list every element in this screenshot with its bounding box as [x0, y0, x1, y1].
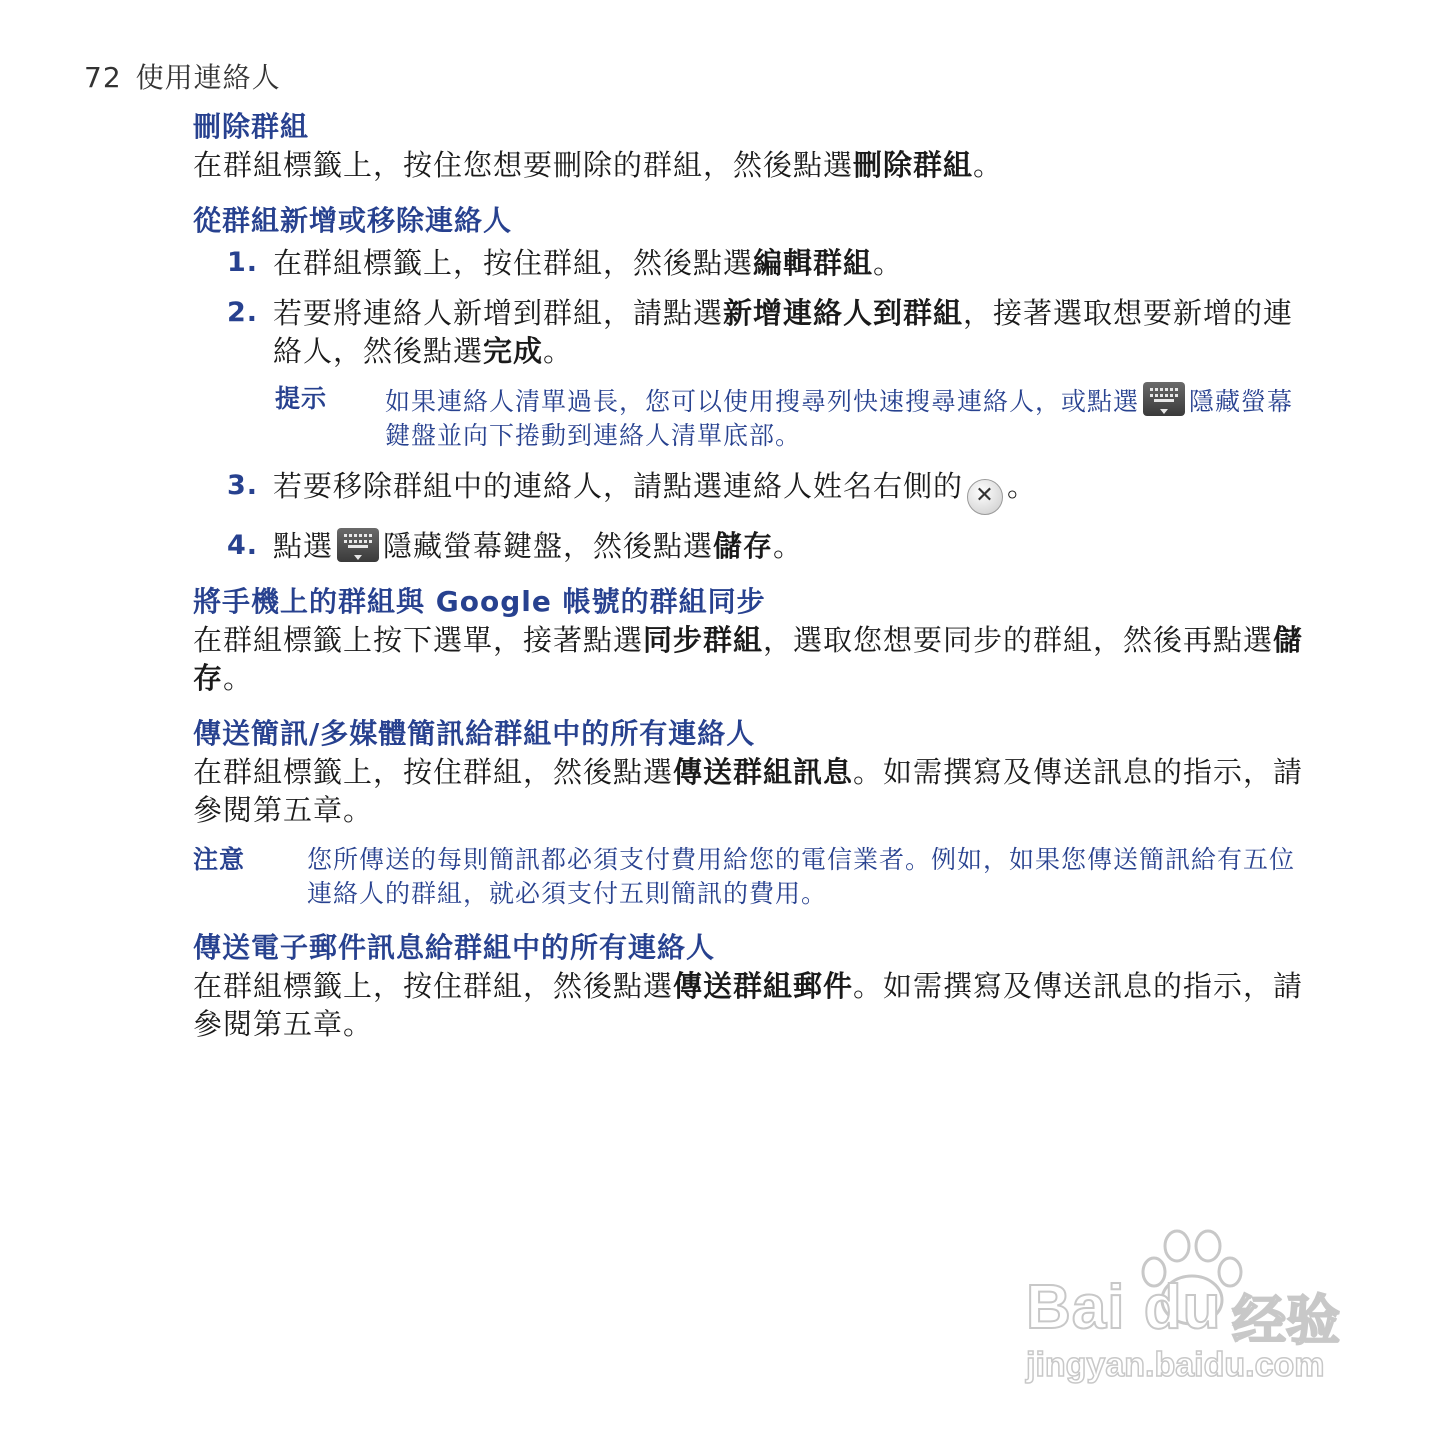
step-number: 2. [227, 297, 259, 328]
step-item [193, 244, 1305, 282]
section-heading: 傳送電子郵件訊息給群組中的所有連絡人 [193, 931, 716, 964]
text: 隱藏螢幕鍵盤，然後點選 [383, 529, 714, 563]
text: 在群組標籤上，按住群組，然後點選 [193, 969, 674, 1003]
step-number: 3. [227, 470, 259, 501]
bold-text: 同步群組 [643, 623, 764, 657]
bold-text: 儲存 [713, 529, 774, 563]
text: 點選 [273, 529, 334, 563]
tip-text: 如果連絡人清單過長，您可以使用搜尋列快速搜尋連絡人，或點選 [385, 387, 1140, 416]
note-text: 您所傳送的每則簡訊都必須支付費用給您的電信業者。例如，如果您傳送簡訊給有五位連絡人的群組，就必須支付五則簡訊的費用。 [307, 845, 1296, 908]
document-body [193, 108, 1305, 1061]
tip-label: 提示 [275, 384, 328, 413]
page-header [84, 56, 281, 96]
section-send-sms [193, 715, 1305, 911]
remove-x-icon: ✕ [967, 479, 1003, 515]
section-heading: 將手機上的群組與 Google 帳號的群組同步 [193, 585, 766, 618]
steps-list [193, 244, 1305, 565]
section-sync-google [193, 583, 1305, 697]
bold-text: 刪除群組 [853, 148, 974, 182]
section-heading: 從群組新增或移除連絡人 [193, 204, 513, 237]
text: 。如需撰寫及傳送訊息的指示，請參閱第五章。 [193, 755, 1304, 827]
bold-text: 編輯群組 [753, 246, 874, 280]
bold-text: 完成 [483, 334, 544, 368]
paragraph [193, 621, 1305, 697]
baidu-watermark [1022, 1222, 1362, 1392]
bold-text: 傳送群組訊息 [673, 755, 854, 789]
text: 在群組標籤上，按住群組，然後點選 [193, 755, 674, 789]
watermark-brand: Bai du [1026, 1273, 1222, 1342]
text: ，接著選取想要新增的連絡人，然後點選 [273, 296, 1294, 368]
paragraph [193, 146, 1305, 184]
text: 。 [543, 334, 574, 368]
page-number: 72 [84, 61, 122, 94]
text: 。 [223, 661, 254, 695]
section-delete-group [193, 108, 1305, 184]
text: 若要移除群組中的連絡人，請點選連絡人姓名右側的 [273, 469, 964, 503]
step-item [193, 527, 1305, 565]
tip-box [193, 382, 1305, 453]
hide-keyboard-icon [1143, 382, 1185, 416]
text: 。如需撰寫及傳送訊息的指示，請參閱第五章。 [193, 969, 1304, 1041]
paragraph [193, 967, 1305, 1043]
step-number: 4. [227, 530, 259, 561]
watermark-jingyan: 经验 [1232, 1291, 1340, 1351]
step-item [193, 467, 1305, 515]
bold-text: 傳送群組郵件 [673, 969, 854, 1003]
text: 。 [973, 148, 1004, 182]
watermark-url: jingyan.baidu.com [1026, 1346, 1325, 1384]
note-label: 注意 [193, 845, 246, 874]
step-number: 1. [227, 247, 259, 278]
text: 在群組標籤上，按住您想要刪除的群組，然後點選 [193, 148, 854, 182]
text: 。 [773, 529, 804, 563]
text: 若要將連絡人新增到群組，請點選 [273, 296, 724, 330]
text: 在群組標籤上按下選單，接著點選 [193, 623, 644, 657]
text: 。 [1007, 469, 1038, 503]
section-heading: 刪除群組 [193, 110, 310, 143]
step-item [193, 294, 1305, 370]
section-add-remove-contacts [193, 202, 1305, 565]
section-send-email [193, 929, 1305, 1043]
paragraph [193, 753, 1305, 829]
text: 。 [873, 246, 904, 280]
note-box [193, 843, 1305, 911]
text: ，選取您想要同步的群組，然後再點選 [763, 623, 1274, 657]
hide-keyboard-icon [337, 528, 379, 562]
tip-wrapper [193, 382, 1305, 453]
text: 在群組標籤上，按住群組，然後點選 [273, 246, 754, 280]
bold-text: 儲存 [193, 623, 1304, 695]
section-heading: 傳送簡訊/多媒體簡訊給群組中的所有連絡人 [193, 717, 756, 750]
bold-text: 新增連絡人到群組 [723, 296, 964, 330]
tip-text: 隱藏螢幕鍵盤並向下捲動到連絡人清單底部。 [385, 387, 1294, 450]
chapter-title: 使用連絡人 [135, 61, 281, 94]
